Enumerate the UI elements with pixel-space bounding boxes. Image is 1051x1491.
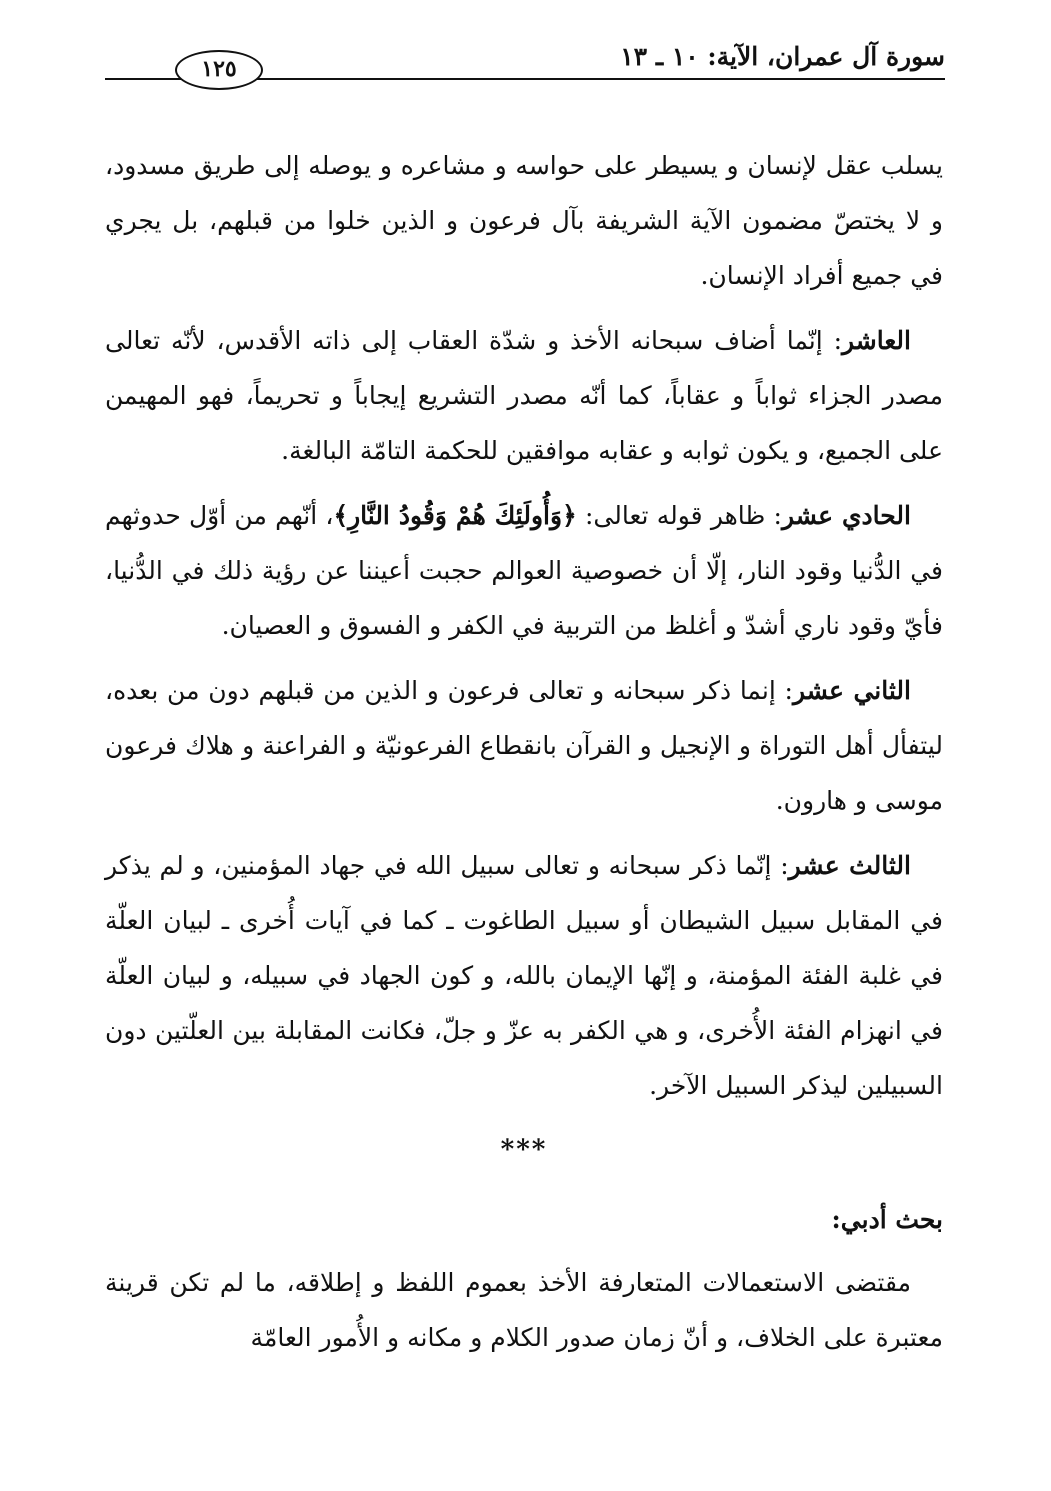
section-heading: بحث أدبي:: [831, 1205, 943, 1234]
paragraph-lead: الثاني عشر: [792, 676, 911, 705]
paragraph-text: : إنّما أضاف سبحانه الأخذ و شدّة العقاب إلى ذاته الأقدس، لأنّه تعالى مصدر الجزاء ثواباً و عقاباً، كما أنّه مصدر التشريع إيجاباً و تحريماً، فهو المهيمن على الجميع، و يكون ثوابه و عقابه موافقين للحكمة التامّة البالغة.: [105, 326, 943, 465]
paragraph-twelfth: [105, 663, 943, 828]
paragraph-text: : ظاهر قوله تعالى:: [576, 501, 782, 530]
paragraph-eleventh: [105, 488, 943, 653]
page-header: [105, 40, 945, 82]
page-body: [105, 138, 943, 1375]
paragraph-text: : إنما ذكر سبحانه و تعالى فرعون و الذين من قبلهم دون من بعده، ليتفأل أهل التوراة و الإنجيل و القرآن بانقطاع الفرعونيّة و الفراعنة و هلاك فرعون موسى و هارون.: [105, 676, 943, 815]
paragraph-thirteenth: [105, 838, 943, 1113]
paragraph-tenth: [105, 313, 943, 478]
section-separator: ***: [500, 1135, 548, 1165]
paragraph-continued: يسلب عقل لإنسان و يسيطر على حواسه و مشاعره و يوصله إلى طريق مسدود، و لا يختصّ مضمون الآية الشريفة بآل فرعون و الذين خلوا من قبلهم، بل يجري في جميع أفراد الإنسان.: [105, 151, 943, 290]
paragraph-literary: مقتضى الاستعمالات المتعارفة الأخذ بعموم اللفظ و إطلاقه، ما لم تكن قرينة معتبرة على الخلاف، و أنّ زمان صدور الكلام و مكانه و الأُمور العامّة: [105, 1268, 943, 1352]
quran-verse: ﴿وَأُولَئِكَ هُمْ وَقُودُ النَّارِ﴾: [333, 501, 577, 530]
paragraph-lead: الحادي عشر: [781, 501, 911, 530]
paragraph-text: : إنّما ذكر سبحانه و تعالى سبيل الله في جهاد المؤمنين، و لم يذكر في المقابل سبيل الشيطان أو سبيل الطاغوت ـ كما في آيات أُخرى ـ لبيان العلّة في غلبة الفئة المؤمنة، و إنّها الإيمان بالله، و كون الجهاد في سبيله، و لبيان العلّة في انهزام الفئة الأُخرى، و هي الكفر به عزّ و جلّ، فكانت المقابلة بين العلّتين دون السبيلين ليذكر السبيل الآخر.: [105, 851, 943, 1100]
running-title: سورة آل عمران، الآية: ١٠ ـ ١٣: [620, 42, 945, 71]
paragraph-text: ، أنّهم من أوّل حدوثهم في الدُّنيا وقود النار، إلّا أن خصوصية العوالم حجبت أعيننا عن رؤية ذلك في الدُّنيا، فأيّ وقود ناري أشدّ و أغلظ من التربية في الكفر و الفسوق و العصيان.: [105, 501, 943, 640]
paragraph-lead: العاشر: [842, 326, 911, 355]
paragraph-lead: الثالث عشر: [788, 851, 911, 880]
page-number-badge: ١٢٥: [175, 50, 263, 90]
